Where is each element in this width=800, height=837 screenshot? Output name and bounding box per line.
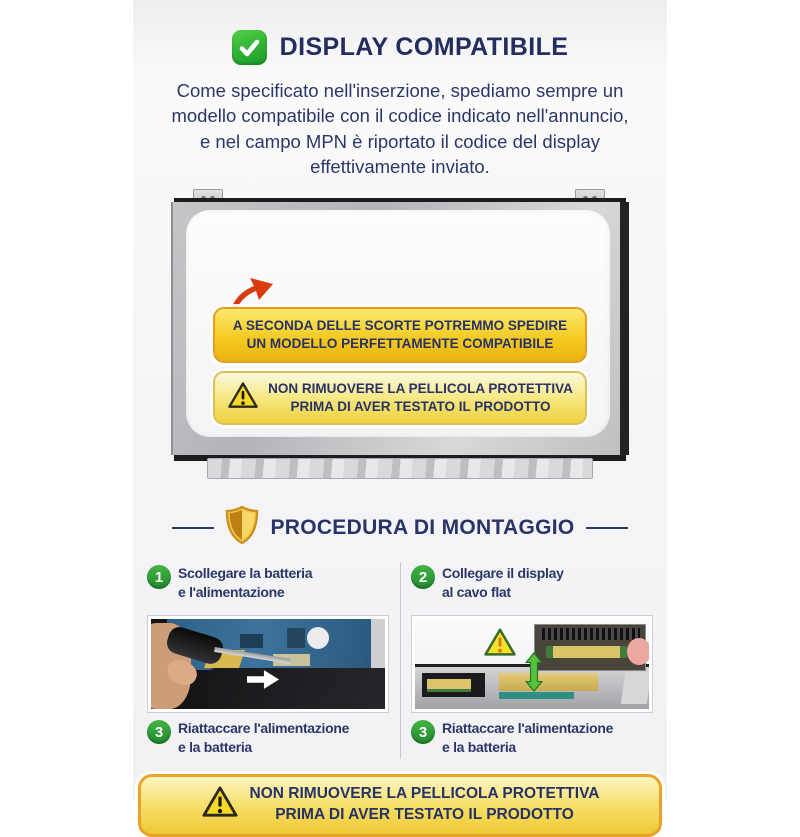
up-down-arrow-icon xyxy=(525,652,543,697)
film-note-line: PRIMA DI AVER TESTATO IL PRODOTTO xyxy=(290,399,551,415)
page-title: DISPLAY COMPATIBILE xyxy=(279,33,569,61)
step-line: e la batteria xyxy=(442,738,516,755)
photo-disconnect-battery xyxy=(147,615,389,713)
step-number-badge: 3 xyxy=(147,720,171,744)
warning-triangle-icon xyxy=(227,381,259,415)
panel-right-edge xyxy=(620,202,629,455)
intro-line: e nel campo MPN è riportato il codice del display xyxy=(200,130,600,152)
warning-triangle-icon xyxy=(483,627,517,663)
right-arrow-icon xyxy=(247,670,279,694)
screw-hole xyxy=(307,627,329,649)
procedure-header xyxy=(133,505,667,550)
step-number-badge: 1 xyxy=(147,565,171,589)
footer-warning-text xyxy=(250,784,600,824)
step-2 xyxy=(411,564,653,608)
film-note-text xyxy=(268,380,573,416)
gold-shield-icon xyxy=(225,505,259,550)
steps-right-column xyxy=(411,558,653,763)
finger xyxy=(627,638,649,665)
footer-warning-line: PRIMA DI AVER TESTATO IL PRODOTTO xyxy=(275,805,574,823)
foil-tape xyxy=(621,672,649,704)
divider-right xyxy=(586,527,628,529)
lcd-panel-photo xyxy=(171,189,629,481)
column-divider xyxy=(400,562,401,759)
connector-pins xyxy=(539,628,640,640)
stock-note xyxy=(213,307,587,363)
intro-line: Come specificato nell'inserzione, spediamo sempre un xyxy=(176,80,624,101)
step-line: e l'alimentazione xyxy=(178,583,285,600)
step-number-badge: 2 xyxy=(411,565,435,589)
content-column xyxy=(133,0,667,823)
step-3-left-text xyxy=(178,719,349,756)
green-checkmark-icon xyxy=(232,30,267,65)
intro-line: modello compatibile con il codice indicato nell'annuncio, xyxy=(171,105,629,127)
chip xyxy=(240,634,263,648)
step-line: e la batteria xyxy=(178,738,252,755)
divider-left xyxy=(172,527,214,529)
flat-cable xyxy=(499,673,597,691)
connector-closeup-inset xyxy=(534,624,646,671)
procedure-steps xyxy=(147,558,653,763)
step-line: Riattaccare l'alimentazione xyxy=(442,720,614,737)
photo-disconnect-battery-scene xyxy=(151,619,385,709)
photo-connect-flat-cable xyxy=(411,615,653,713)
cable-end xyxy=(546,646,627,659)
step-2-text xyxy=(442,564,564,601)
intro-paragraph xyxy=(133,78,667,179)
step-3-left xyxy=(147,719,389,763)
film-note xyxy=(213,371,587,425)
step-1-text xyxy=(178,564,312,601)
chip xyxy=(287,628,306,648)
stock-note-line: A SECONDA DELLE SCORTE POTREMMO SPEDIRE xyxy=(232,318,568,334)
procedure-title: PROCEDURA DI MONTAGGIO xyxy=(270,515,575,539)
step-1 xyxy=(147,564,389,608)
footer-warning-banner xyxy=(138,774,662,836)
battery xyxy=(207,668,385,709)
step-line: Riattaccare l'alimentazione xyxy=(178,720,350,737)
step-3-right-text xyxy=(442,719,613,756)
footer-warning-line: NON RIMUOVERE LA PELLICOLA PROTETTIVA xyxy=(249,785,600,803)
warning-triangle-icon xyxy=(201,785,239,824)
intro-line: effettivamente inviato. xyxy=(310,156,490,178)
steps-left-column xyxy=(147,558,389,763)
flat-cable-connector xyxy=(422,673,485,696)
step-3-right xyxy=(411,719,653,763)
chassis-edge xyxy=(371,619,385,669)
stock-note-line: UN MODELLO PERFETTAMENTE COMPATIBILE xyxy=(246,336,554,352)
panel-foil-strip xyxy=(207,458,593,479)
step-line: Collegare il display xyxy=(442,565,564,582)
photo-connect-flat-cable-scene xyxy=(415,619,649,709)
header xyxy=(133,0,667,65)
step-number-badge: 3 xyxy=(411,720,435,744)
step-line: Scollegare la batteria xyxy=(178,565,313,582)
film-note-line: NON RIMUOVERE LA PELLICOLA PROTETTIVA xyxy=(268,381,573,397)
step-line: al cavo flat xyxy=(442,583,511,600)
